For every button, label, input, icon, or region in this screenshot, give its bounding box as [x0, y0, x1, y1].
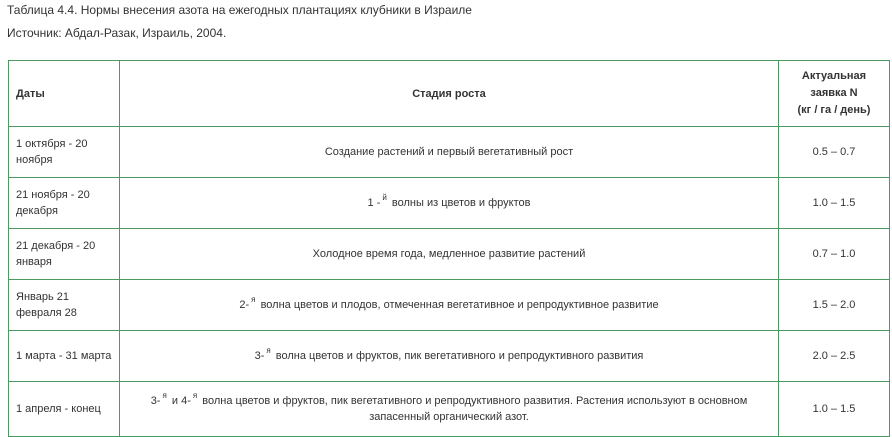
table-title: Таблица 4.4. Нормы внесения азота на ежегодных плантациях клубники в Израиле [7, 3, 472, 17]
table-row [9, 382, 890, 437]
table-row [9, 178, 890, 229]
row-dates: 1 марта - 31 марта [9, 331, 120, 382]
row-stage-text: Холодное время года, медленное развитие растений [312, 248, 586, 260]
row-dates: 1 апреля - конец [9, 382, 120, 437]
row-stage-ordinal: я [266, 346, 271, 355]
row-rate: 0.7 – 1.0 [779, 229, 890, 280]
header-rate-line2: заявка N [810, 87, 858, 99]
row-stage [120, 382, 779, 437]
row-stage-ordinal: я [162, 391, 167, 400]
row-stage-ordinal-2: я [192, 391, 198, 400]
row-dates: Январь 21 февраля 28 [9, 280, 120, 331]
table-row [9, 229, 890, 280]
row-rate: 2.0 – 2.5 [779, 331, 890, 382]
header-rate-line3: (кг / га / день) [797, 104, 871, 116]
row-stage-text: волна цветов и фруктов, пик вегетативного и репродуктивного развития [275, 350, 644, 362]
header-rate [779, 61, 890, 127]
row-stage-ordinal: я [251, 295, 256, 304]
row-stage-text: Создание растений и первый вегетативный рост [324, 146, 574, 158]
header-stage: Стадия роста [120, 61, 779, 127]
table-row [9, 280, 890, 331]
row-rate: 0.5 – 0.7 [779, 127, 890, 178]
row-stage-prefix-2: и 4- [171, 395, 191, 407]
row-stage-prefix: 3- [150, 395, 161, 407]
row-rate: 1.0 – 1.5 [779, 382, 890, 437]
row-stage [120, 127, 779, 178]
table-source: Источник: Абдал-Разак, Израиль, 2004. [7, 26, 227, 40]
row-stage-text: волны из цветов и фруктов [391, 197, 531, 209]
row-stage [120, 280, 779, 331]
row-stage-prefix: 1 - [367, 197, 381, 209]
row-stage-ordinal: й [382, 193, 387, 202]
row-rate: 1.0 – 1.5 [779, 178, 890, 229]
table-header-row [9, 61, 890, 127]
row-dates: 21 ноября - 20 декабря [9, 178, 120, 229]
row-stage-text: волна цветов и плодов, отмеченная вегетативное и репродуктивное развитие [260, 299, 659, 311]
table-row [9, 127, 890, 178]
row-dates: 21 декабря - 20 января [9, 229, 120, 280]
row-stage [120, 229, 779, 280]
row-stage-prefix: 2- [239, 299, 250, 311]
header-dates: Даты [9, 61, 120, 127]
row-stage [120, 178, 779, 229]
nitrogen-norms-table [8, 60, 890, 437]
row-stage [120, 331, 779, 382]
header-rate-line1: Актуальная [801, 70, 867, 82]
row-stage-text: волна цветов и фруктов, пик вегетативного и репродуктивного развития. Растения используют в основном запасенный органический азот. [202, 395, 748, 423]
row-stage-prefix: 3- [254, 350, 265, 362]
row-dates: 1 октября - 20 ноября [9, 127, 120, 178]
table-row [9, 331, 890, 382]
row-rate: 1.5 – 2.0 [779, 280, 890, 331]
